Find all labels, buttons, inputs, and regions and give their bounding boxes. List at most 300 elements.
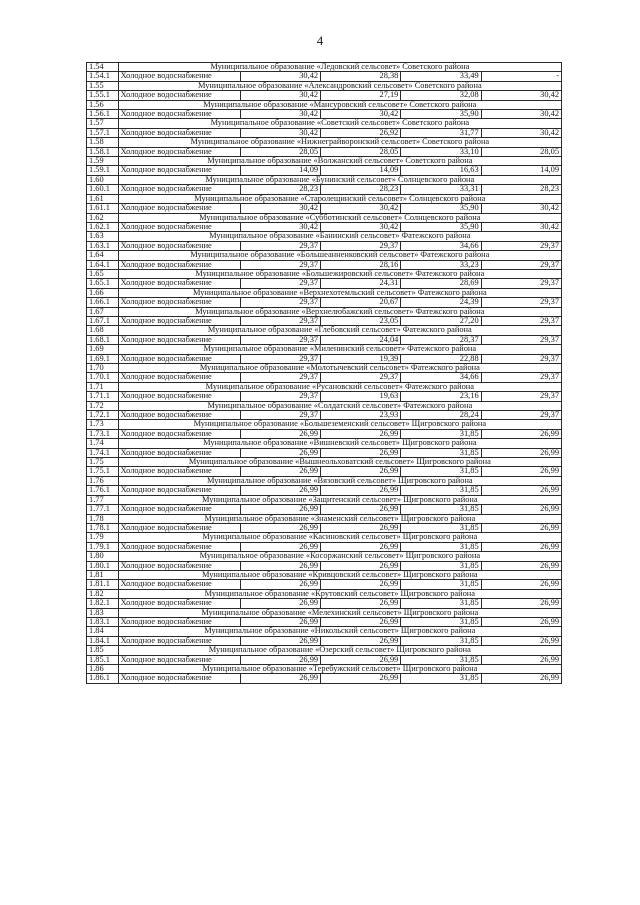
tariff-value: 16,63 xyxy=(401,166,481,175)
service-name: Холодное водоснабжение xyxy=(118,279,240,288)
table-row xyxy=(87,429,562,438)
tariff-value: 28,23 xyxy=(240,185,320,194)
municipality-title-row xyxy=(87,100,562,109)
tariff-value: 26,99 xyxy=(240,505,320,514)
tariff-value: 35,90 xyxy=(401,110,481,119)
municipality-title: Муниципальное образование «Бунинский сельсовет» Солнцевского района xyxy=(118,175,561,184)
municipality-title-row xyxy=(87,175,562,184)
tariff-value: 31,85 xyxy=(401,561,481,570)
table-row xyxy=(87,260,562,269)
tariff-value: 31,85 xyxy=(401,486,481,495)
table-row xyxy=(87,128,562,137)
service-name: Холодное водоснабжение xyxy=(118,241,240,250)
tariff-value: 26,99 xyxy=(321,674,401,683)
row-number: 1.67.1 xyxy=(87,316,119,325)
tariff-value: 29,37 xyxy=(240,392,320,401)
tariff-value: 30,42 xyxy=(481,91,561,100)
tariff-value: 26,99 xyxy=(240,561,320,570)
row-number: 1.77.1 xyxy=(87,505,119,514)
row-number: 1.69 xyxy=(87,345,119,354)
municipality-title: Муниципальное образование «Верхнелюбажский сельсовет» Фатежского района xyxy=(118,307,561,316)
tariff-value: 26,99 xyxy=(481,674,561,683)
row-number: 1.60.1 xyxy=(87,185,119,194)
table-row xyxy=(87,448,562,457)
row-number: 1.80 xyxy=(87,552,119,561)
municipality-title: Муниципальное образование «Мелехинский сельсовет» Щигровского района xyxy=(118,608,561,617)
row-number: 1.59.1 xyxy=(87,166,119,175)
row-number: 1.59 xyxy=(87,157,119,166)
municipality-title-row xyxy=(87,627,562,636)
municipality-title: Муниципальное образование «Субботинский сельсовет» Солнцевского района xyxy=(118,213,561,222)
service-name: Холодное водоснабжение xyxy=(118,147,240,156)
municipality-title: Муниципальное образование «Вязовский сельсовет» Щигровского района xyxy=(118,476,561,485)
service-name: Холодное водоснабжение xyxy=(118,91,240,100)
row-number: 1.54 xyxy=(87,63,119,72)
tariff-value: 29,37 xyxy=(240,260,320,269)
table-row xyxy=(87,147,562,156)
municipality-title: Муниципальное образование «Нижнеграйворонский сельсовет» Советского района xyxy=(118,138,561,147)
service-name: Холодное водоснабжение xyxy=(118,335,240,344)
row-number: 1.76.1 xyxy=(87,486,119,495)
municipality-title: Муниципальное образование «Верхнехотемльский сельсовет» Фатежского района xyxy=(118,288,561,297)
row-number: 1.65 xyxy=(87,269,119,278)
tariff-table xyxy=(86,62,562,684)
tariff-value: 31,85 xyxy=(401,599,481,608)
table-row xyxy=(87,617,562,626)
tariff-value: 27,19 xyxy=(321,91,401,100)
row-number: 1.73 xyxy=(87,420,119,429)
row-number: 1.78.1 xyxy=(87,523,119,532)
tariff-value: 20,67 xyxy=(321,298,401,307)
table-row xyxy=(87,222,562,231)
service-name: Холодное водоснабжение xyxy=(118,542,240,551)
municipality-title: Муниципальное образование «Мансуровский сельсовет» Советского района xyxy=(118,100,561,109)
municipality-title: Муниципальное образование «Касиновский сельсовет» Щигровского района xyxy=(118,533,561,542)
tariff-value: 30,42 xyxy=(481,110,561,119)
tariff-value: 28,23 xyxy=(481,185,561,194)
row-number: 1.66 xyxy=(87,288,119,297)
tariff-value: 26,99 xyxy=(240,674,320,683)
municipality-title-row xyxy=(87,382,562,391)
row-number: 1.75 xyxy=(87,458,119,467)
municipality-title: Муниципальное образование «Большеземенский сельсовет» Щигровского района xyxy=(118,420,561,429)
tariff-value: 14,09 xyxy=(481,166,561,175)
tariff-value: 26,99 xyxy=(481,599,561,608)
tariff-value: 26,99 xyxy=(240,655,320,664)
municipality-title-row xyxy=(87,364,562,373)
tariff-value: 30,42 xyxy=(240,91,320,100)
tariff-value: 29,37 xyxy=(321,241,401,250)
row-number: 1.61 xyxy=(87,194,119,203)
municipality-title-row xyxy=(87,646,562,655)
row-number: 1.79.1 xyxy=(87,542,119,551)
tariff-value: 26,99 xyxy=(321,636,401,645)
row-number: 1.74 xyxy=(87,439,119,448)
service-name: Холодное водоснабжение xyxy=(118,561,240,570)
tariff-value: 29,37 xyxy=(481,354,561,363)
municipality-title-row xyxy=(87,251,562,260)
tariff-value: 30,42 xyxy=(481,128,561,137)
tariff-value: 26,99 xyxy=(481,636,561,645)
municipality-title: Муниципальное образование «Александровский сельсовет» Советского района xyxy=(118,81,561,90)
tariff-value: 22,88 xyxy=(401,354,481,363)
municipality-title-row xyxy=(87,476,562,485)
row-number: 1.82.1 xyxy=(87,599,119,608)
tariff-value: 28,37 xyxy=(401,335,481,344)
row-number: 1.58 xyxy=(87,138,119,147)
service-name: Холодное водоснабжение xyxy=(118,655,240,664)
tariff-value: 31,77 xyxy=(401,128,481,137)
tariff-value: 28,24 xyxy=(401,411,481,420)
municipality-title: Муниципальное образование «Банинский сельсовет» Фатежского района xyxy=(118,232,561,241)
tariff-value: 26,99 xyxy=(481,467,561,476)
tariff-value: 19,63 xyxy=(321,392,401,401)
tariff-value: 23,05 xyxy=(321,316,401,325)
municipality-title-row xyxy=(87,138,562,147)
tariff-value: 30,42 xyxy=(240,128,320,137)
tariff-value: 29,37 xyxy=(240,316,320,325)
table-row xyxy=(87,599,562,608)
tariff-value: 26,99 xyxy=(321,486,401,495)
service-name: Холодное водоснабжение xyxy=(118,411,240,420)
row-number: 1.57 xyxy=(87,119,119,128)
tariff-value: 31,85 xyxy=(401,429,481,438)
municipality-title-row xyxy=(87,458,562,467)
service-name: Холодное водоснабжение xyxy=(118,505,240,514)
municipality-title-row xyxy=(87,552,562,561)
municipality-title: Муниципальное образование «Большеанненковский сельсовет» Фатежского района xyxy=(118,251,561,260)
row-number: 1.84 xyxy=(87,627,119,636)
tariff-value: 26,99 xyxy=(321,542,401,551)
tariff-value: 26,99 xyxy=(321,429,401,438)
municipality-title-row xyxy=(87,288,562,297)
tariff-value: 33,23 xyxy=(401,260,481,269)
tariff-value: 26,99 xyxy=(321,599,401,608)
tariff-value: 33,10 xyxy=(401,147,481,156)
tariff-value: 23,93 xyxy=(321,411,401,420)
tariff-value: 29,37 xyxy=(481,260,561,269)
municipality-title: Муниципальное образование «Солдатский сельсовет» Фатежского района xyxy=(118,401,561,410)
tariff-value: 29,37 xyxy=(240,354,320,363)
row-number: 1.80.1 xyxy=(87,561,119,570)
service-name: Холодное водоснабжение xyxy=(118,354,240,363)
service-name: Холодное водоснабжение xyxy=(118,316,240,325)
tariff-value: 30,42 xyxy=(240,222,320,231)
row-number: 1.63.1 xyxy=(87,241,119,250)
row-number: 1.63 xyxy=(87,232,119,241)
municipality-title: Муниципальное образование «Старолещинский сельсовет» Солнцевского района xyxy=(118,194,561,203)
municipality-title: Муниципальное образование «Вишневский сельсовет» Щигровского района xyxy=(118,439,561,448)
municipality-title-row xyxy=(87,81,562,90)
tariff-value: 26,99 xyxy=(481,655,561,664)
tariff-value: 26,99 xyxy=(321,448,401,457)
municipality-title-row xyxy=(87,269,562,278)
municipality-title: Муниципальное образование «Озерский сельсовет» Щигровского района xyxy=(118,646,561,655)
tariff-value: 26,99 xyxy=(240,542,320,551)
tariff-value: 28,05 xyxy=(321,147,401,156)
tariff-value: 26,99 xyxy=(481,486,561,495)
tariff-value: 26,99 xyxy=(240,486,320,495)
service-name: Холодное водоснабжение xyxy=(118,467,240,476)
table-row xyxy=(87,166,562,175)
municipality-title-row xyxy=(87,194,562,203)
service-name: Холодное водоснабжение xyxy=(118,486,240,495)
row-number: 1.64.1 xyxy=(87,260,119,269)
tariff-value: 24,31 xyxy=(321,279,401,288)
municipality-title-row xyxy=(87,420,562,429)
row-number: 1.81.1 xyxy=(87,580,119,589)
table-row xyxy=(87,411,562,420)
tariff-value: 33,49 xyxy=(401,72,481,81)
table-row xyxy=(87,542,562,551)
municipality-title: Муниципальное образование «Никольский сельсовет» Щигровского района xyxy=(118,627,561,636)
tariff-value: 26,99 xyxy=(481,580,561,589)
row-number: 1.57.1 xyxy=(87,128,119,137)
row-number: 1.56 xyxy=(87,100,119,109)
tariff-value: 29,37 xyxy=(481,373,561,382)
municipality-title: Муниципальное образование «Большежировский сельсовет» Фатежского района xyxy=(118,269,561,278)
tariff-value: 29,37 xyxy=(240,279,320,288)
row-number: 1.68.1 xyxy=(87,335,119,344)
tariff-value: 26,99 xyxy=(481,617,561,626)
tariff-value: 28,23 xyxy=(321,185,401,194)
municipality-title-row xyxy=(87,401,562,410)
municipality-title-row xyxy=(87,495,562,504)
service-name: Холодное водоснабжение xyxy=(118,636,240,645)
row-number: 1.75.1 xyxy=(87,467,119,476)
municipality-title: Муниципальное образование «Кривцовский сельсовет» Щигровского района xyxy=(118,570,561,579)
row-number: 1.58.1 xyxy=(87,147,119,156)
municipality-title: Муниципальное образование «Советский сельсовет» Советского района xyxy=(118,119,561,128)
tariff-value: 31,85 xyxy=(401,467,481,476)
row-number: 1.60 xyxy=(87,175,119,184)
municipality-title: Муниципальное образование «Теребужский сельсовет» Щигровского района xyxy=(118,665,561,674)
municipality-title-row xyxy=(87,307,562,316)
table-row xyxy=(87,110,562,119)
tariff-value: 31,85 xyxy=(401,580,481,589)
tariff-value: 34,66 xyxy=(401,241,481,250)
tariff-value: 29,37 xyxy=(240,335,320,344)
table-row xyxy=(87,486,562,495)
table-row xyxy=(87,561,562,570)
row-number: 1.71 xyxy=(87,382,119,391)
row-number: 1.78 xyxy=(87,514,119,523)
tariff-value: 14,09 xyxy=(240,166,320,175)
tariff-value: 26,99 xyxy=(240,617,320,626)
row-number: 1.85.1 xyxy=(87,655,119,664)
tariff-value: 29,37 xyxy=(240,298,320,307)
row-number: 1.74.1 xyxy=(87,448,119,457)
service-name: Холодное водоснабжение xyxy=(118,128,240,137)
tariff-value: 28,05 xyxy=(481,147,561,156)
municipality-title-row xyxy=(87,514,562,523)
table-row xyxy=(87,204,562,213)
service-name: Холодное водоснабжение xyxy=(118,166,240,175)
municipality-title-row xyxy=(87,608,562,617)
tariff-value: 26,99 xyxy=(240,467,320,476)
row-number: 1.83 xyxy=(87,608,119,617)
row-number: 1.65.1 xyxy=(87,279,119,288)
tariff-value: 26,92 xyxy=(321,128,401,137)
tariff-value: 30,42 xyxy=(321,110,401,119)
municipality-title: Муниципальное образование «Молотычевский сельсовет» Фатежского района xyxy=(118,364,561,373)
row-number: 1.86.1 xyxy=(87,674,119,683)
tariff-value: 35,90 xyxy=(401,222,481,231)
tariff-value: 30,42 xyxy=(481,222,561,231)
row-number: 1.56.1 xyxy=(87,110,119,119)
table-row xyxy=(87,523,562,532)
tariff-value: 31,85 xyxy=(401,674,481,683)
service-name: Холодное водоснабжение xyxy=(118,429,240,438)
row-number: 1.62.1 xyxy=(87,222,119,231)
municipality-title: Муниципальное образование «Знаменский сельсовет» Щигровского района xyxy=(118,514,561,523)
tariff-value: 24,39 xyxy=(401,298,481,307)
tariff-value: 30,42 xyxy=(240,204,320,213)
tariff-value: 31,85 xyxy=(401,542,481,551)
tariff-value: 23,16 xyxy=(401,392,481,401)
tariff-value: 26,99 xyxy=(321,523,401,532)
row-number: 1.79 xyxy=(87,533,119,542)
row-number: 1.61.1 xyxy=(87,204,119,213)
row-number: 1.72 xyxy=(87,401,119,410)
row-number: 1.83.1 xyxy=(87,617,119,626)
row-number: 1.66.1 xyxy=(87,298,119,307)
municipality-title-row xyxy=(87,345,562,354)
municipality-title-row xyxy=(87,665,562,674)
tariff-value: 35,90 xyxy=(401,204,481,213)
service-name: Холодное водоснабжение xyxy=(118,222,240,231)
row-number: 1.54.1 xyxy=(87,72,119,81)
tariff-value: 26,99 xyxy=(481,523,561,532)
tariff-value: 31,85 xyxy=(401,617,481,626)
municipality-title: Муниципальное образование «Волжанский сельсовет» Советского района xyxy=(118,157,561,166)
tariff-value: 30,42 xyxy=(481,204,561,213)
table-row xyxy=(87,298,562,307)
tariff-value: 26,99 xyxy=(321,655,401,664)
service-name: Холодное водоснабжение xyxy=(118,260,240,269)
tariff-value: 29,37 xyxy=(481,279,561,288)
row-number: 1.77 xyxy=(87,495,119,504)
row-number: 1.64 xyxy=(87,251,119,260)
tariff-value: 28,38 xyxy=(321,72,401,81)
municipality-title: Муниципальное образование «Вышнеольховатский сельсовет» Щигровского района xyxy=(118,458,561,467)
service-name: Холодное водоснабжение xyxy=(118,204,240,213)
tariff-value: 26,99 xyxy=(240,448,320,457)
table-row xyxy=(87,467,562,476)
service-name: Холодное водоснабжение xyxy=(118,580,240,589)
tariff-value: 31,85 xyxy=(401,523,481,532)
service-name: Холодное водоснабжение xyxy=(118,674,240,683)
tariff-value: 26,99 xyxy=(240,580,320,589)
table-row xyxy=(87,580,562,589)
tariff-value: 26,99 xyxy=(321,467,401,476)
municipality-title-row xyxy=(87,119,562,128)
tariff-value: - xyxy=(481,72,561,81)
tariff-value: 29,37 xyxy=(321,373,401,382)
tariff-value: 27,20 xyxy=(401,316,481,325)
tariff-value: 28,69 xyxy=(401,279,481,288)
table-row xyxy=(87,91,562,100)
tariff-value: 30,42 xyxy=(240,110,320,119)
tariff-value: 29,37 xyxy=(240,411,320,420)
service-name: Холодное водоснабжение xyxy=(118,298,240,307)
row-number: 1.73.1 xyxy=(87,429,119,438)
tariff-value: 26,99 xyxy=(321,505,401,514)
tariff-value: 34,66 xyxy=(401,373,481,382)
tariff-value: 31,85 xyxy=(401,655,481,664)
municipality-title-row xyxy=(87,570,562,579)
table-row xyxy=(87,373,562,382)
row-number: 1.81 xyxy=(87,570,119,579)
tariff-value: 28,16 xyxy=(321,260,401,269)
municipality-title-row xyxy=(87,213,562,222)
tariff-value: 26,99 xyxy=(240,429,320,438)
table-row xyxy=(87,185,562,194)
tariff-value: 29,37 xyxy=(481,392,561,401)
table-row xyxy=(87,354,562,363)
table-row xyxy=(87,392,562,401)
tariff-value: 26,99 xyxy=(240,523,320,532)
tariff-value: 26,99 xyxy=(321,580,401,589)
tariff-value: 26,99 xyxy=(321,617,401,626)
tariff-value: 26,99 xyxy=(321,561,401,570)
municipality-title: Муниципальное образование «Миленинский сельсовет» Фатежского района xyxy=(118,345,561,354)
tariff-value: 29,37 xyxy=(240,373,320,382)
tariff-value: 26,99 xyxy=(481,505,561,514)
municipality-title-row xyxy=(87,232,562,241)
tariff-value: 33,31 xyxy=(401,185,481,194)
tariff-value: 29,37 xyxy=(481,335,561,344)
tariff-value: 29,37 xyxy=(481,411,561,420)
table-row xyxy=(87,636,562,645)
tariff-value: 29,37 xyxy=(240,241,320,250)
row-number: 1.70 xyxy=(87,364,119,373)
row-number: 1.76 xyxy=(87,476,119,485)
tariff-value: 29,37 xyxy=(481,298,561,307)
row-number: 1.82 xyxy=(87,589,119,598)
tariff-table-body xyxy=(87,63,562,684)
tariff-value: 26,99 xyxy=(481,542,561,551)
tariff-value: 31,85 xyxy=(401,448,481,457)
table-row xyxy=(87,335,562,344)
row-number: 1.86 xyxy=(87,665,119,674)
row-number: 1.67 xyxy=(87,307,119,316)
row-number: 1.55.1 xyxy=(87,91,119,100)
page-number: 4 xyxy=(316,33,324,48)
service-name: Холодное водоснабжение xyxy=(118,599,240,608)
service-name: Холодное водоснабжение xyxy=(118,617,240,626)
tariff-value: 26,99 xyxy=(481,561,561,570)
service-name: Холодное водоснабжение xyxy=(118,110,240,119)
tariff-value: 26,99 xyxy=(240,636,320,645)
municipality-title: Муниципальное образование «Русановский сельсовет» Фатежского района xyxy=(118,382,561,391)
municipality-title-row xyxy=(87,533,562,542)
table-row xyxy=(87,655,562,664)
table-row xyxy=(87,674,562,683)
service-name: Холодное водоснабжение xyxy=(118,72,240,81)
tariff-value: 26,99 xyxy=(481,448,561,457)
municipality-title: Муниципальное образование «Ледовский сельсовет» Советского района xyxy=(118,63,561,72)
municipality-title: Муниципальное образование «Крутовский сельсовет» Щигровского района xyxy=(118,589,561,598)
row-number: 1.84.1 xyxy=(87,636,119,645)
municipality-title-row xyxy=(87,439,562,448)
service-name: Холодное водоснабжение xyxy=(118,448,240,457)
tariff-value: 32,08 xyxy=(401,91,481,100)
row-number: 1.62 xyxy=(87,213,119,222)
row-number: 1.69.1 xyxy=(87,354,119,363)
municipality-title-row xyxy=(87,157,562,166)
tariff-value: 19,39 xyxy=(321,354,401,363)
